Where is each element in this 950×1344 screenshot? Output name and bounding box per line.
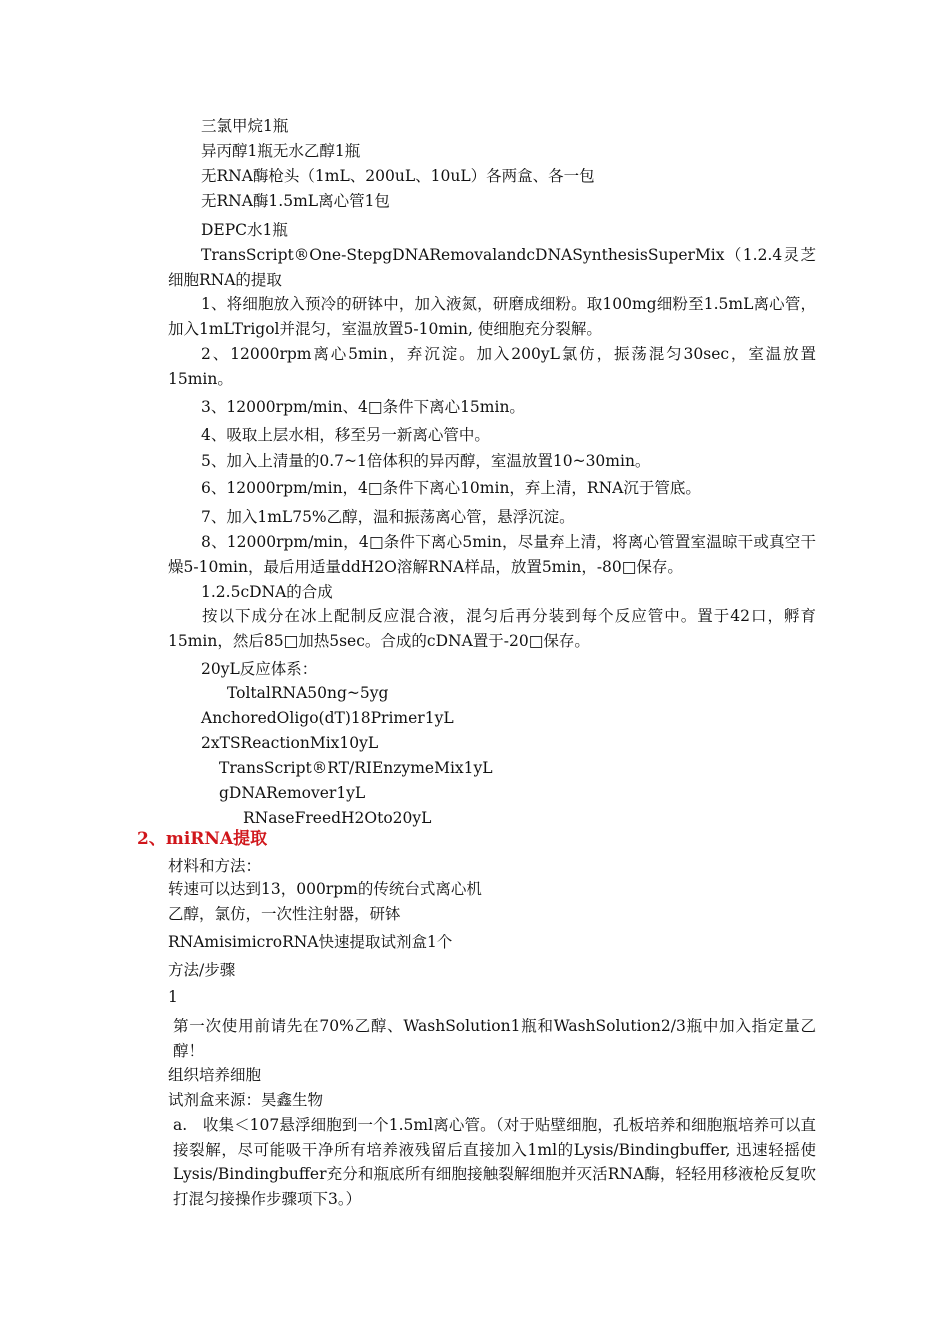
text-line: 无RNA酶1.5mL离心管1包 <box>201 192 390 210</box>
paragraph: 8、12000rpm/min，4□条件下离心5min，尽量弃上清，将离心管置室温晾干或真空干燥5-10min，最后用适量ddH2O溶解RNA样品，放置5min，-80□保存。 <box>168 533 816 576</box>
text-line: 4、吸取上层水相，移至另一新离心管中。 <box>201 426 490 444</box>
text-line: TransScript®RT/RIEnzymeMix1yL <box>219 759 493 777</box>
text-line: 7、加入1mL75%乙醇，温和振荡离心管，悬浮沉淀。 <box>201 508 575 526</box>
text-line: 方法/步骤 <box>168 961 236 979</box>
text-line: 1.2.5cDNA的合成 <box>201 583 333 601</box>
text-line: 3、12000rpm/min、4□条件下离心15min。 <box>201 398 525 416</box>
text-line: 试剂盒来源：昊鑫生物 <box>168 1091 324 1109</box>
text-line: RNaseFreedH2Oto20yL <box>243 809 432 827</box>
text-line: gDNARemover1yL <box>219 784 366 802</box>
text-line: 乙醇，氯仿，一次性注射器，研钵 <box>168 905 401 923</box>
text-line: 6、12000rpm/min，4□条件下离心10min，弃上清，RNA沉于管底。 <box>201 479 701 497</box>
text-line: 转速可以达到13，000rpm的传统台式离心机 <box>168 880 482 898</box>
text-line: RNAmisimicroRNA快速提取试剂盒1个 <box>168 933 453 951</box>
text-line: 2xTSReactionMix10yL <box>201 734 379 752</box>
text-line: 1 <box>168 988 178 1006</box>
paragraph: TransScript®One-StepgDNARemovalandcDNASynthesisSuperMix（1.2.4灵芝细胞RNA的提取 <box>168 246 816 289</box>
text-line: 异丙醇1瓶无水乙醇1瓶 <box>201 142 361 160</box>
text-line: 材料和方法： <box>168 857 262 875</box>
text-line: AnchoredOligo(dT)18Primer1yL <box>201 709 454 727</box>
text-line: 组织培养细胞 <box>168 1066 262 1084</box>
paragraph: 2、12000rpm离心5min，弃沉淀。加入200yL氯仿，振荡混匀30sec，室温放置15min。 <box>168 345 816 388</box>
text-line: 20yL反应体系： <box>201 660 318 678</box>
text-line: DEPC水1瓶 <box>201 221 288 239</box>
paragraph: 第一次使用前请先在70%乙醇、WashSolution1瓶和WashSolution2/3瓶中加入指定量乙醇！ <box>173 1017 816 1060</box>
paragraph: 1、将细胞放入预冷的研钵中，加入液氮，研磨成细粉。取100mg细粉至1.5mL离心管，加入1mLTrigol并混匀，室温放置5-10min, 使细胞充分裂解。 <box>168 295 816 338</box>
text-line: 5、加入上清量的0.7~1倍体积的异丙醇，室温放置10~30min。 <box>201 452 651 470</box>
text-line: ToltalRNA50ng~5yg <box>227 684 389 702</box>
text-line: 三氯甲烷1瓶 <box>201 117 289 135</box>
paragraph: 按以下成分在冰上配制反应混合液，混匀后再分装到每个反应管中。置于42口，孵育15min，然后85□加热5sec。合成的cDNA置于-20□保存。 <box>168 607 816 650</box>
text-line: 无RNA酶枪头（1mL、200uL、10uL）各两盒、各一包 <box>201 167 595 185</box>
paragraph: a. 收集＜107悬浮细胞到一个1.5ml离心管。（对于贴壁细胞，孔板培养和细胞瓶培养可以直接裂解，尽可能吸干净所有培养液残留后直接加入1ml的Lysis/Bindingbuffer, 迅速轻摇使Lysis/Bindingbuffer充分和瓶底所有细胞接触裂解细胞并灭活RNA酶，轻轻用移液枪反复吹打混匀接操作步骤项下3。） <box>173 1116 816 1208</box>
section-heading: 2、miRNA提取 <box>137 829 268 849</box>
